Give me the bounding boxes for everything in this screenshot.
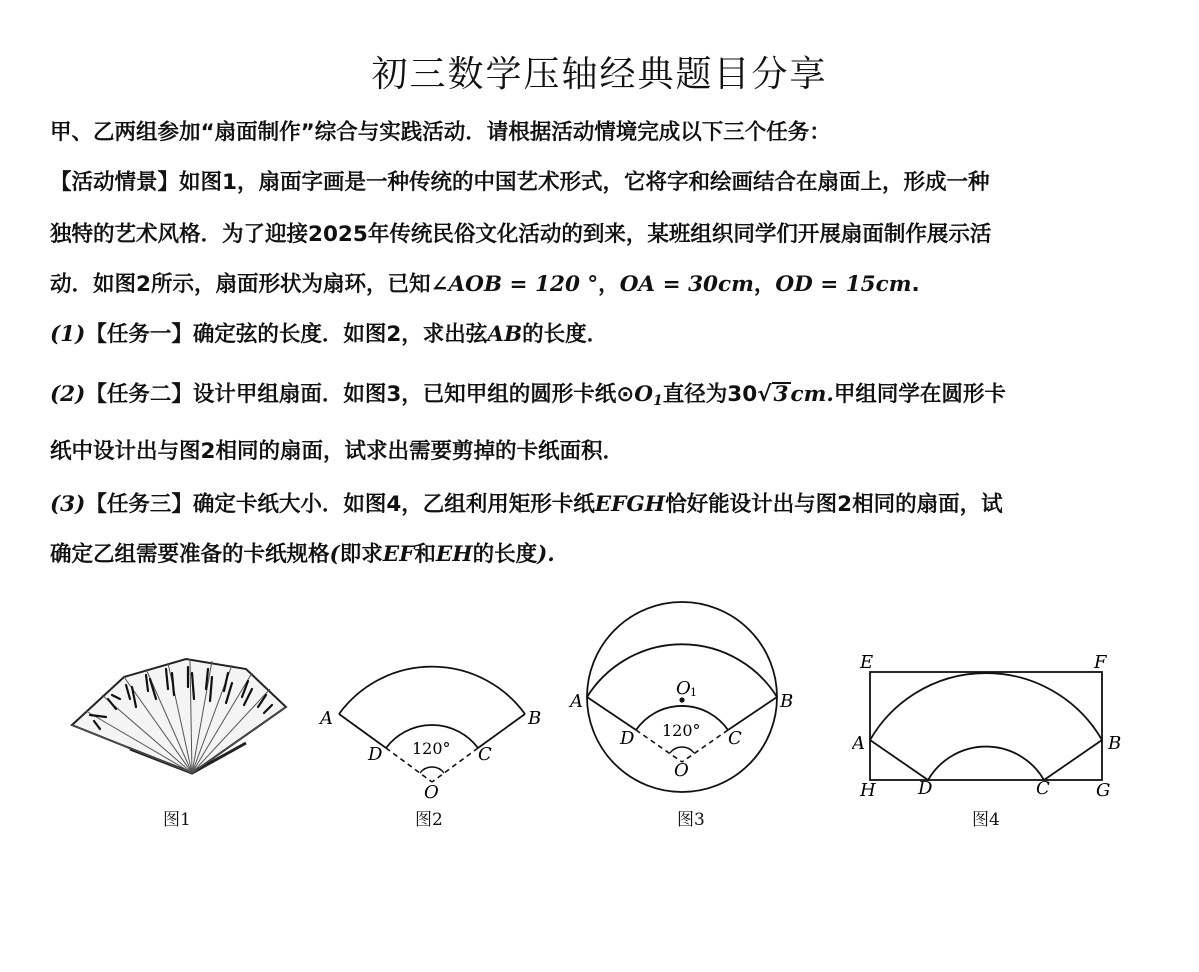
figure-4-rectangle-with-sector [852,648,1128,800]
task1-text-a: 【任务一】确定弦的长度．如图2，求出弦 [85,322,488,347]
task2-line-2 [50,437,1160,467]
task3-number: (3) [50,492,86,517]
task1-line [50,320,1160,350]
segment-bc [1044,740,1102,780]
angle-aob: ∠AOB = 120 ° [430,272,599,297]
task3-text-line2-c: 和 [414,542,436,567]
context-line-3 [50,270,1160,300]
circle-o1: O [634,382,654,407]
task3-text-line2-b: 即求 [339,542,383,567]
oa-length: OA = 30cm [619,272,754,297]
task2-text-c: 甲组同学在圆形卡 [833,382,1006,407]
intro-text: 甲、乙两组参加“扇面制作”综合与实践活动．请根据活动情境完成以下三个任务： [50,120,831,145]
label-c: C [728,728,742,749]
figure-4-caption: 图4 [972,810,1000,830]
label-f: F [1094,652,1107,673]
angle-label: 120° [412,739,451,758]
task3-text-a: 【任务三】确定卡纸大小．如图4，乙组利用矩形卡纸 [85,492,595,517]
intro-line [50,118,1160,148]
label-a: A [320,708,333,729]
task2-text-b: 直径为30 [662,382,758,407]
segment-ef: EF [382,542,415,567]
task1-text-b: 的长度． [522,322,609,347]
label-d: D [918,778,933,799]
figure-3-circle-with-sector [566,596,800,800]
paren-open: ( [329,542,340,567]
label-o: O [674,760,689,781]
label-b: B [528,708,542,729]
label-a: A [852,733,865,754]
task2-number: (2) [50,382,86,407]
task2-text-line2: 纸中设计出与图2相同的扇面，试求出需要剪掉的卡纸面积． [50,439,624,464]
segment-ad [339,714,386,748]
period: . [911,272,920,297]
context-line-1 [50,168,1160,198]
label-h: H [860,780,876,800]
label-o1-subscript: 1 [690,686,697,699]
paren-close: ). [537,542,555,567]
sep-2: ， [753,272,776,297]
label-c: C [1036,778,1050,799]
task3-text-line2-d: 的长度 [472,542,538,567]
task3-text-line2-a: 确定乙组需要准备的卡纸规格 [50,542,330,567]
label-c: C [478,744,492,765]
sqrt-radicand: 3 [773,382,789,407]
sqrt-sign: √ [757,382,772,407]
figure-2-annular-sector [312,632,552,802]
task1-number: (1) [50,322,86,347]
label-a: A [570,691,583,712]
context-text-1: 【活动情景】如图1，扇面字画是一种传统的中国艺术形式，它将字和绘画结合在扇面上，形成一种 [50,170,990,195]
task2-unit: cm. [790,382,834,407]
angle-arc-mark [670,747,694,753]
segment-bc [478,714,525,748]
angle-arc-mark [420,767,444,773]
label-o1: O [676,678,691,699]
sep-1: ， [598,272,620,297]
od-length: OD = 15cm [775,272,912,297]
rect-efgh: EFGH [594,492,666,517]
label-b: B [1108,733,1122,754]
task2-text-a: 【任务二】设计甲组扇面．如图3，已知甲组的圆形卡纸⊙ [85,382,635,407]
segment-ad [870,740,928,780]
context-text-2: 独特的艺术风格．为了迎接2025年传统民俗文化活动的到来，某班组织同学们开展扇面制作展示活 [50,222,992,247]
task3-text-b: 恰好能设计出与图2相同的扇面，试 [665,492,1003,517]
task3-line-1 [50,490,1160,520]
outer-arc-ab [870,673,1102,740]
page-title: 初三数学压轴经典题目分享 [371,54,828,95]
task2-line-1 [50,380,1160,416]
label-b: B [780,691,794,712]
segment-bc [728,697,777,730]
segment-eh: EH [435,542,473,567]
chord-ab: AB [487,322,523,347]
inner-arc-dc [928,747,1044,780]
label-o: O [424,782,439,802]
task3-line-2 [50,540,1160,570]
figure-3-caption: 图3 [677,810,705,830]
figure-2-caption: 图2 [415,810,443,830]
context-line-2 [50,220,1160,250]
context-text-3: 动．如图2所示，扇面形状为扇环，已知 [50,272,431,297]
segment-ad [587,697,636,730]
label-d: D [368,744,383,765]
label-d: D [620,728,635,749]
figure-1-fan-illustration [66,655,292,785]
circle-o1-sub: 1 [653,393,663,409]
label-e: E [860,652,874,673]
outer-arc-ab [339,667,525,714]
angle-label: 120° [662,721,701,740]
figure-1-caption: 图1 [163,810,191,830]
label-g: G [1096,780,1111,800]
